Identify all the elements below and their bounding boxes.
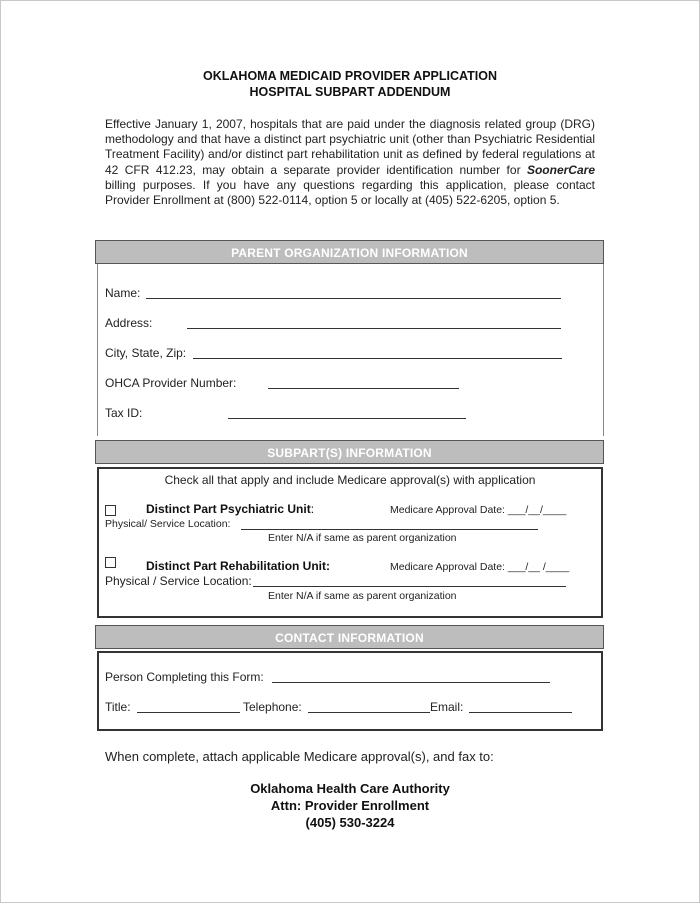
person-completing-field[interactable] [272, 682, 550, 683]
fax-number: (405) 530-3224 [305, 815, 395, 830]
rehabilitation-medicare-date-label[interactable]: Medicare Approval Date: ___/__ /____ [390, 561, 570, 573]
form-title: OKLAHOMA MEDICAID PROVIDER APPLICATION [203, 69, 497, 83]
psychiatric-unit-colon: : [310, 502, 315, 516]
organization-name: Oklahoma Health Care Authority [250, 781, 450, 796]
soonercare-brand: SoonerCare [526, 162, 595, 177]
psychiatric-medicare-date-label[interactable]: Medicare Approval Date: ___/__/____ [390, 504, 567, 516]
parent-organization-heading: PARENT ORGANIZATION INFORMATION [95, 240, 604, 264]
psychiatric-location-label: Physical/ Service Location: [105, 518, 231, 530]
email-field[interactable] [469, 712, 572, 713]
title-label: Title: [105, 700, 131, 714]
email-label: Email: [430, 700, 464, 714]
rehabilitation-location-label: Physical / Service Location: [105, 574, 252, 588]
city-state-zip-field[interactable] [193, 358, 562, 359]
psychiatric-location-field[interactable] [241, 529, 538, 530]
contact-heading: CONTACT INFORMATION [95, 625, 604, 649]
telephone-label: Telephone: [243, 700, 302, 714]
person-completing-label: Person Completing this Form: [105, 670, 264, 684]
intro-text-part1: Effective January 1, 2007, hospitals that are paid under the diagnosis related group (DRG) methodology and that have a distinct part psychiatric unit (other than Psychiatric Residential Treatment Facility) and/or distinct part rehabilitation unit as defined by federal regulations at 42 CFR 412.23, may obtain a separate provider identification number for [105, 117, 595, 177]
subparts-heading: SUBPART(S) INFORMATION [95, 440, 604, 464]
psychiatric-location-note: Enter N/A if same as parent organization [268, 532, 457, 544]
fax-instruction: When complete, attach applicable Medicare approval(s), and fax to: [105, 749, 494, 764]
tax-id-label: Tax ID: [105, 406, 143, 420]
ohca-provider-number-field[interactable] [268, 388, 459, 389]
subparts-instruction: Check all that apply and include Medicare approval(s) with application [164, 473, 536, 487]
intro-text-part2: billing purposes. If you have any questions regarding this application, please contact Provider Enrollment at (800) 522-0114, option 5 or locally at (405) 522-6205, option 5. [105, 177, 595, 208]
ohca-provider-number-label: OHCA Provider Number: [105, 376, 237, 390]
rehabilitation-unit-checkbox[interactable] [105, 557, 116, 568]
address-label: Address: [105, 316, 153, 330]
name-label: Name: [105, 286, 141, 300]
attention-line: Attn: Provider Enrollment [270, 798, 430, 813]
name-field[interactable] [146, 298, 561, 299]
intro-paragraph [105, 117, 595, 208]
rehabilitation-location-field[interactable] [253, 586, 566, 587]
city-state-zip-label: City, State, Zip: [105, 346, 187, 360]
telephone-field[interactable] [308, 712, 430, 713]
form-subtitle: HOSPITAL SUBPART ADDENDUM [249, 85, 451, 99]
contact-section [97, 651, 603, 731]
psychiatric-unit-checkbox[interactable] [105, 505, 116, 516]
psychiatric-unit-label [146, 502, 314, 516]
rehabilitation-location-note: Enter N/A if same as parent organization [268, 590, 457, 602]
tax-id-field[interactable] [228, 418, 466, 419]
title-field[interactable] [137, 712, 240, 713]
address-field[interactable] [187, 328, 561, 329]
psychiatric-unit-text: Distinct Part Psychiatric Unit [146, 502, 311, 516]
rehabilitation-unit-label: Distinct Part Rehabilitation Unit: [146, 559, 331, 573]
